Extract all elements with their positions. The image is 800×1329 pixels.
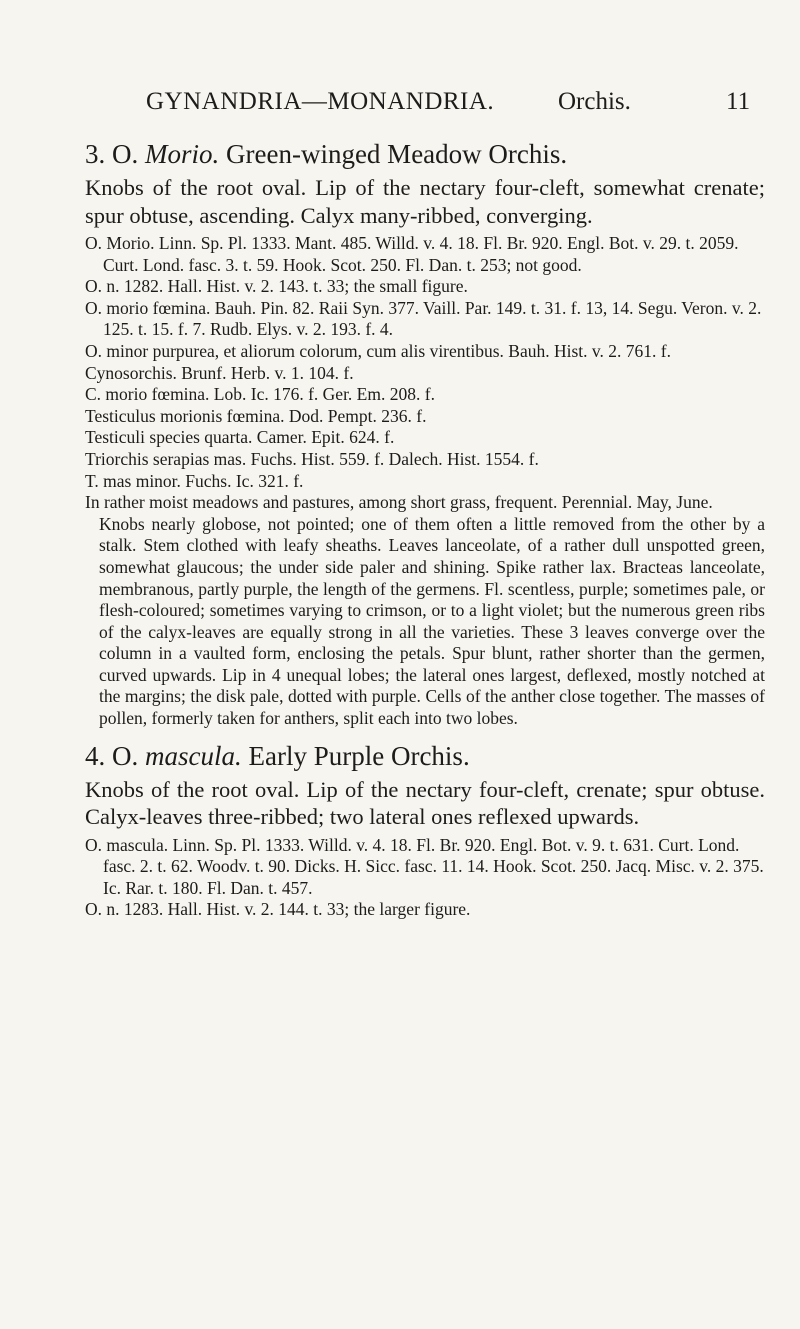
species-number: 3. O. [85, 139, 139, 169]
synonym-entry: O. n. 1283. Hall. Hist. v. 2. 144. t. 33; the larger figure. [85, 899, 471, 920]
synonym-entry: Cynosorchis. Brunf. Herb. v. 1. 104. f. [85, 362, 354, 383]
species-epithet: mascula. [145, 740, 242, 771]
common-name: Green-winged Meadow Orchis. [226, 139, 568, 169]
species-number: 4. O. [85, 740, 139, 771]
synonym-entry: O. Morio. Linn. Sp. Pl. 1333. Mant. 485. Willd. v. 4. 18. Fl. Br. 920. Engl. Bot. v. 29. t. 2059. Curt. Lond. fasc. 3. t. 59. Hook. Scot. 250. Fl. Dan. t. 253; not good. [85, 233, 739, 275]
synonym-entry: C. morio fœmina. Lob. Ic. 176. f. Ger. Em. 208. f. [85, 384, 435, 405]
synonym-entry: T. mas minor. Fuchs. Ic. 321. f. [85, 470, 304, 491]
synonym-entry: Triorchis serapias mas. Fuchs. Hist. 559. f. Dalech. Hist. 1554. f. [85, 448, 539, 469]
synonym-entry: O. morio fœmina. Bauh. Pin. 82. Raii Syn. 377. Vaill. Par. 149. t. 31. f. 13, 14. Segu. Veron. v. 2. 125. t. 15. f. 7. Rudb. Elys. v. 2. 193. f. 4. [85, 297, 762, 340]
species-notes: Knobs nearly globose, not pointed; one of them often a little removed from the other by a stalk. Stem clothed with leafy sheaths. Leaves lanceolate, of a rather dull unspotted green, somewhat glaucous; the under side paler and shining. Spike rather lax. Bracteas lanceolate, membranous, partly purple, the length of the germens. Fl. scentless, purple; sometimes pale, or flesh-coloured; sometimes varying to crimson, or to a light violet; but the numerous green ribs of the calyx-leaves are equally strong in all the varieties. These 3 leaves converge over the column in a vaulted form, enclosing the petals. Spur blunt, rather shorter than the germen, curved upwards. Lip in 4 unequal lobes; the lateral ones largest, deflexed, mostly notched at the margins; the disk pale, dotted with purple. Cells of the anther close together. The masses of pollen, formerly taken for anthers, split each into two lobes. [99, 513, 765, 729]
species-description: Knobs of the root oval. Lip of the nectary four-cleft, crenate; spur obtuse. Calyx-leaves three-ribbed; two lateral ones reflexed upwards. [85, 776, 765, 830]
section-spacer [85, 730, 765, 740]
species-description: Knobs of the root oval. Lip of the nectary four-cleft, somewhat crenate; spur obtuse, ascending. Calyx many-ribbed, converging. [85, 175, 765, 228]
synonym-entry: Testiculus morionis fœmina. Dod. Pempt. 236. f. [85, 405, 427, 426]
species-heading [85, 138, 765, 170]
page-content [85, 138, 765, 921]
synonym-entry: O. mascula. Linn. Sp. Pl. 1333. Willd. v. 4. 18. Fl. Br. 920. Engl. Bot. v. 9. t. 631. Curt. Lond. fasc. 2. t. 62. Woodv. t. 90. Dicks. H. Sicc. fasc. 11. 14. Hook. Scot. 250. Jacq. Misc. v. 2. 375. Ic. Rar. t. 180. Fl. Dan. t. 457. [85, 834, 764, 898]
page-number: 11 [726, 88, 751, 115]
running-header [146, 88, 758, 124]
synonym-entry: Testiculi species quarta. Camer. Epit. 624. f. [85, 427, 395, 448]
synonym-entry: O. minor purpurea, et aliorum colorum, cum alis virentibus. Bauh. Hist. v. 2. 761. f. [85, 340, 671, 361]
habitat-text: In rather moist meadows and pastures, among short grass, frequent. Perennial. May, June. [85, 492, 713, 513]
common-name: Early Purple Orchis. [248, 740, 470, 771]
species-heading [85, 740, 765, 772]
synonym-entry: O. n. 1282. Hall. Hist. v. 2. 143. t. 33; the small figure. [85, 276, 468, 297]
genus-heading: Orchis. [558, 88, 631, 115]
running-title: GYNANDRIA—MONANDRIA. [146, 88, 495, 115]
species-epithet: Morio. [145, 139, 220, 169]
